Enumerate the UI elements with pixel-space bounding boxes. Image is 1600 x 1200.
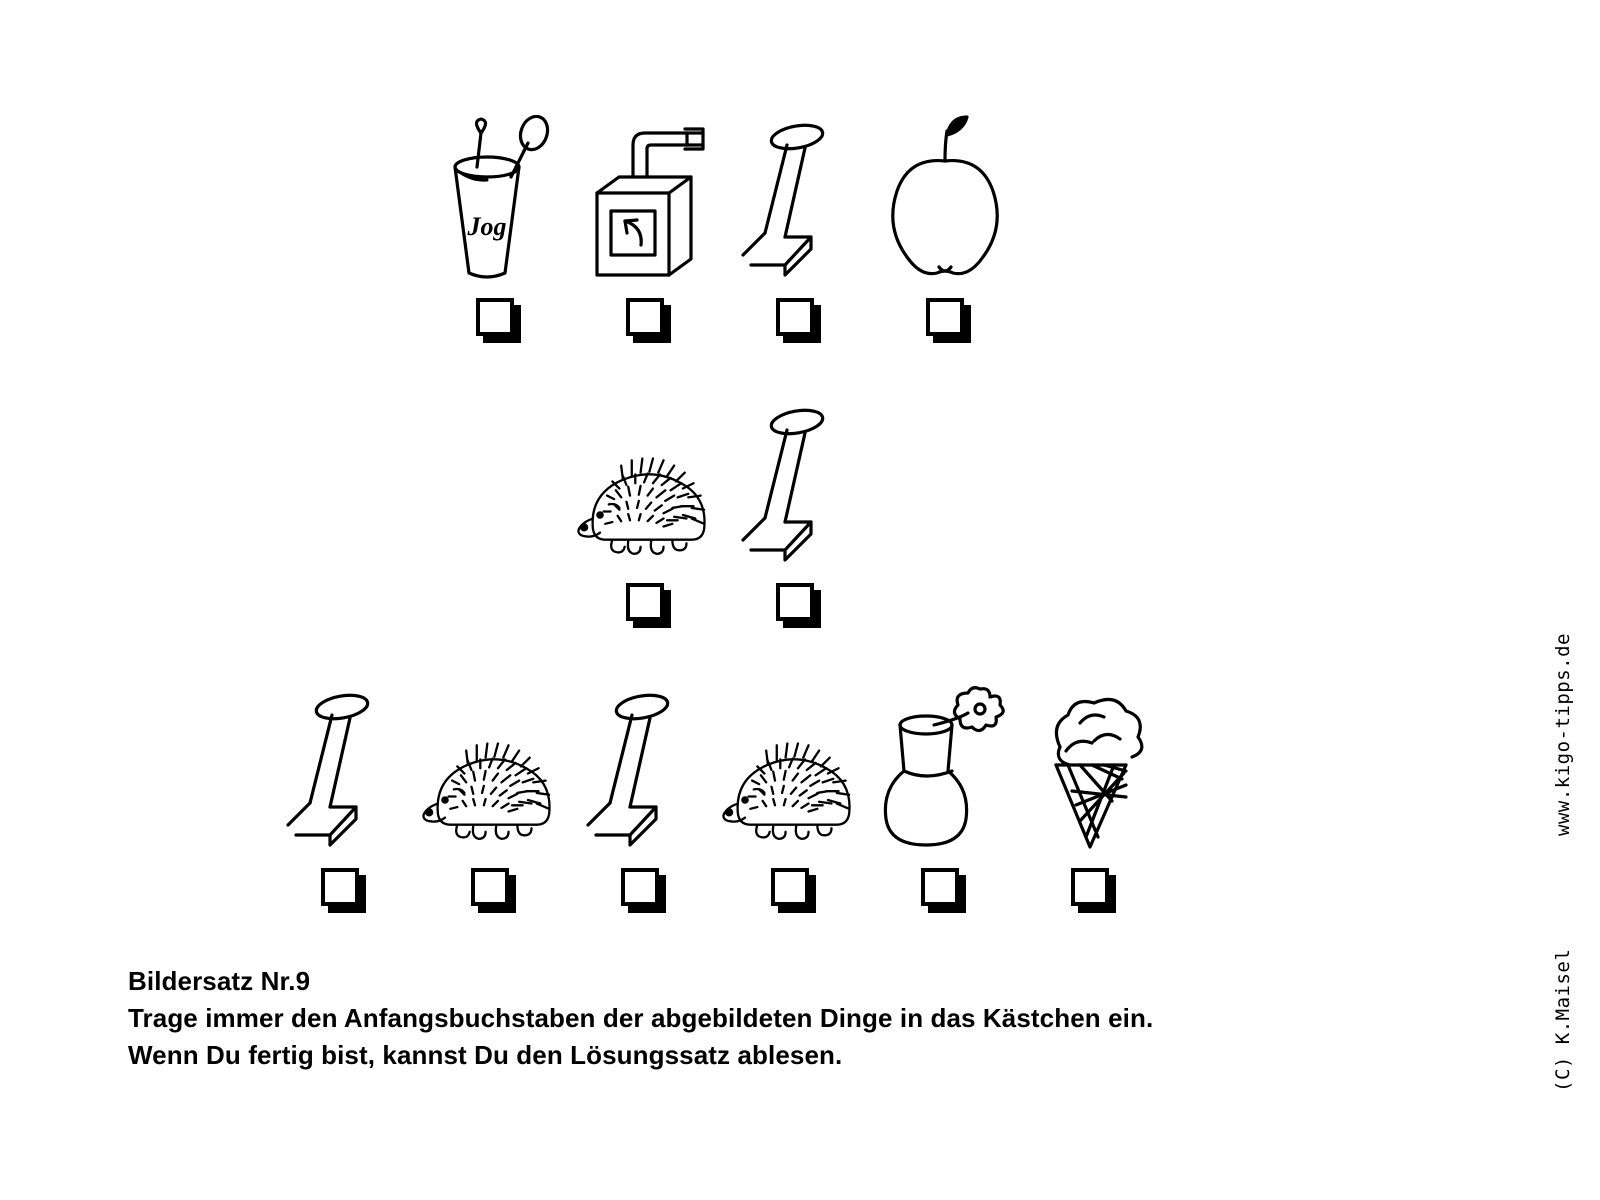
answer-box-face[interactable] bbox=[771, 868, 809, 906]
answer-box-face[interactable] bbox=[471, 868, 509, 906]
picture-cell bbox=[570, 395, 720, 645]
answer-box[interactable] bbox=[926, 298, 964, 336]
yogurt-cup-with-spoon-icon bbox=[420, 110, 570, 290]
ice-cream-cone-icon bbox=[1015, 680, 1165, 860]
answer-box-wrapper bbox=[1015, 860, 1165, 930]
picture-cell bbox=[415, 680, 565, 930]
hedgehog-icon bbox=[570, 395, 720, 575]
answer-box-wrapper bbox=[870, 290, 1020, 360]
picture-cell bbox=[720, 395, 870, 645]
instruction-line-2: Wenn Du fertig bist, kannst Du den Lösungssatz ablesen. bbox=[128, 1040, 843, 1070]
answer-box-wrapper bbox=[420, 290, 570, 360]
answer-box-wrapper bbox=[715, 860, 865, 930]
picture-row-2 bbox=[570, 395, 870, 645]
answer-box-face[interactable] bbox=[776, 583, 814, 621]
answer-box[interactable] bbox=[321, 868, 359, 906]
credits-block bbox=[1522, 0, 1582, 1200]
worksheet-title: Bildersatz Nr.9 bbox=[128, 966, 311, 996]
apple-icon bbox=[870, 110, 1020, 290]
answer-box-face[interactable] bbox=[321, 868, 359, 906]
answer-box[interactable] bbox=[626, 583, 664, 621]
picture-cell bbox=[265, 680, 415, 930]
answer-box[interactable] bbox=[476, 298, 514, 336]
copyright-author: (C) K.Maisel bbox=[1552, 948, 1574, 1092]
picture-row-1 bbox=[420, 110, 1020, 360]
answer-box-face[interactable] bbox=[626, 298, 664, 336]
picture-cell bbox=[420, 110, 570, 360]
answer-box-face[interactable] bbox=[621, 868, 659, 906]
answer-box[interactable] bbox=[771, 868, 809, 906]
answer-box[interactable] bbox=[776, 298, 814, 336]
answer-box[interactable] bbox=[776, 583, 814, 621]
answer-box-wrapper bbox=[720, 290, 870, 360]
answer-box-wrapper bbox=[565, 860, 715, 930]
answer-box[interactable] bbox=[621, 868, 659, 906]
answer-box-face[interactable] bbox=[921, 868, 959, 906]
answer-box[interactable] bbox=[921, 868, 959, 906]
picture-row-3 bbox=[265, 680, 1165, 930]
answer-box-wrapper bbox=[415, 860, 565, 930]
nail-icon bbox=[720, 110, 870, 290]
answer-box[interactable] bbox=[626, 298, 664, 336]
answer-box-wrapper bbox=[720, 575, 870, 645]
picture-cell bbox=[715, 680, 865, 930]
nail-icon bbox=[265, 680, 415, 860]
answer-box[interactable] bbox=[471, 868, 509, 906]
answer-box-face[interactable] bbox=[776, 298, 814, 336]
answer-box-face[interactable] bbox=[476, 298, 514, 336]
picture-cell bbox=[570, 110, 720, 360]
answer-box[interactable] bbox=[1071, 868, 1109, 906]
nail-icon bbox=[720, 395, 870, 575]
picture-cell bbox=[565, 680, 715, 930]
picture-cell bbox=[720, 110, 870, 360]
oven-stove-icon bbox=[570, 110, 720, 290]
answer-box-wrapper bbox=[265, 860, 415, 930]
hedgehog-icon bbox=[415, 680, 565, 860]
website-url: www.kigo-tipps.de bbox=[1552, 633, 1574, 836]
answer-box-face[interactable] bbox=[626, 583, 664, 621]
picture-cell bbox=[1015, 680, 1165, 930]
answer-box-wrapper bbox=[570, 575, 720, 645]
nail-icon bbox=[565, 680, 715, 860]
vase-with-flower-icon bbox=[865, 680, 1015, 860]
answer-box-face[interactable] bbox=[926, 298, 964, 336]
answer-box-wrapper bbox=[570, 290, 720, 360]
hedgehog-icon bbox=[715, 680, 865, 860]
picture-cell bbox=[865, 680, 1015, 930]
instruction-line-1: Trage immer den Anfangsbuchstaben der abgebildeten Dinge in das Kästchen ein. bbox=[128, 1003, 1154, 1033]
answer-box-face[interactable] bbox=[1071, 868, 1109, 906]
worksheet-caption bbox=[128, 963, 1378, 1074]
answer-box-wrapper bbox=[865, 860, 1015, 930]
svg-text:Jog: Jog bbox=[467, 212, 507, 241]
picture-cell bbox=[870, 110, 1020, 360]
